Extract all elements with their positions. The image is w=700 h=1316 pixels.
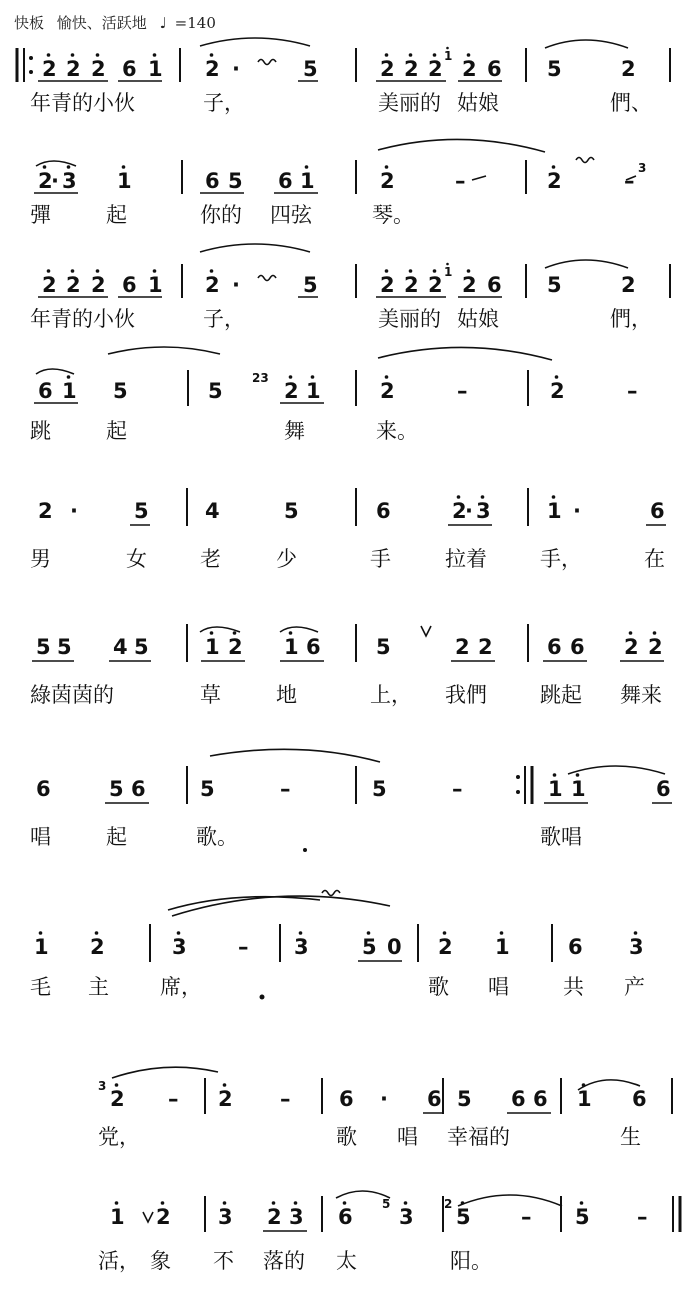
lyric-syllable: 姑娘 [457, 91, 499, 115]
octave-dot [67, 375, 71, 379]
note: 2 [91, 57, 106, 81]
octave-dot [153, 269, 157, 273]
lyric-syllable: 歌 [428, 975, 449, 999]
note: · [232, 273, 240, 297]
lyric-syllable: 四弦 [270, 203, 312, 227]
octave-dot [481, 495, 485, 499]
tempo-marking: 快板 [14, 14, 45, 32]
note: 1 [495, 935, 510, 959]
lyric-syllable: 拉着 [445, 547, 487, 571]
note: 2 [455, 635, 470, 659]
note: · [232, 57, 240, 81]
note: 6 [547, 635, 562, 659]
lyric-syllable: 跳 [30, 419, 51, 443]
note: 6 [650, 499, 665, 523]
note-dash: – [280, 777, 291, 801]
octave-dot [385, 53, 389, 57]
octave-dot [553, 773, 557, 777]
note: 2 [547, 169, 562, 193]
octave-dot [467, 53, 471, 57]
note-dash: – [455, 169, 466, 193]
octave-dot [272, 1201, 276, 1205]
note-dash: – [457, 379, 468, 403]
lyric-syllable: 少 [276, 547, 297, 571]
note: 4 [113, 635, 128, 659]
lyric-syllable: 席， [160, 975, 202, 999]
octave-dot [115, 1201, 119, 1205]
note: 5 [456, 1205, 471, 1229]
note-dash: – [521, 1205, 532, 1229]
note: 3 [172, 935, 187, 959]
note: 1 [300, 169, 315, 193]
octave-dot [223, 1201, 227, 1205]
note: 1 [571, 777, 586, 801]
lyric-syllable: 来。 [376, 419, 418, 443]
note: 2 [205, 273, 220, 297]
grace-note: 23 [252, 371, 269, 385]
lyric-syllable: 舞 [284, 419, 305, 443]
note: · [465, 499, 473, 523]
note: 0 [387, 935, 402, 959]
note: 6 [427, 1087, 442, 1111]
note: 1 [117, 169, 132, 193]
lyric-syllable: 女 [126, 547, 147, 571]
octave-dot [233, 631, 237, 635]
note: 1 [547, 499, 562, 523]
note: 1 [205, 635, 220, 659]
octave-dot [95, 931, 99, 935]
note: 2 [66, 57, 81, 81]
octave-dot [153, 53, 157, 57]
lyric-syllable: 活， [98, 1249, 140, 1273]
note: 2 [452, 499, 467, 523]
note: 2 [38, 169, 53, 193]
octave-dot [210, 631, 214, 635]
note: 5 [362, 935, 377, 959]
note: 6 [632, 1087, 647, 1111]
note: 2 [478, 635, 493, 659]
note: · [70, 499, 78, 523]
octave-dot [404, 1201, 408, 1205]
note: 2 [42, 273, 57, 297]
note: 6 [131, 777, 146, 801]
octave-dot [289, 631, 293, 635]
octave-dot [555, 375, 559, 379]
note: 2 [42, 57, 57, 81]
grace-octave-dot [446, 47, 449, 50]
lyric-syllable: 生 [620, 1125, 641, 1149]
octave-dot [576, 773, 580, 777]
grace-note: 2 [444, 1197, 453, 1211]
note: 2 [404, 273, 419, 297]
note: 6 [205, 169, 220, 193]
note: 2 [380, 57, 395, 81]
note: 1 [34, 935, 49, 959]
note: 3 [399, 1205, 414, 1229]
expression-marking: 愉快、活跃地 [56, 14, 147, 32]
lyric-syllable: 产 [624, 975, 645, 999]
lyric-syllable: 歌。 [196, 825, 238, 849]
note: 2 [462, 57, 477, 81]
note: 4 [205, 499, 220, 523]
octave-dot [122, 165, 126, 169]
octave-dot [299, 931, 303, 935]
note: 5 [547, 273, 562, 297]
note: 1 [284, 635, 299, 659]
note: 3 [629, 935, 644, 959]
lyric-syllable: 美丽的 [378, 307, 441, 331]
octave-dot [67, 165, 71, 169]
note: 6 [36, 777, 51, 801]
note: 5 [303, 57, 318, 81]
lyric-syllable: 幸福的 [447, 1125, 510, 1149]
lyric-syllable: 太 [336, 1249, 357, 1273]
note-symbol-icon: ♩ [159, 14, 167, 32]
note: 2 [380, 379, 395, 403]
lyric-syllable: 党， [98, 1125, 140, 1149]
grace-note: 1 [444, 265, 453, 279]
octave-dot [409, 53, 413, 57]
octave-dot [500, 931, 504, 935]
octave-dot [210, 269, 214, 273]
note: 6 [487, 57, 502, 81]
note: 2 [38, 499, 53, 523]
note: 1 [110, 1205, 125, 1229]
note: 6 [338, 1205, 353, 1229]
note: 6 [487, 273, 502, 297]
note: 1 [148, 273, 163, 297]
note: 5 [457, 1087, 472, 1111]
lyric-syllable: 草 [200, 683, 221, 707]
note: 6 [376, 499, 391, 523]
octave-dot [367, 931, 371, 935]
octave-dot [385, 269, 389, 273]
note: 2 [66, 273, 81, 297]
slurs [36, 38, 665, 1206]
note: 2 [428, 273, 443, 297]
note: 2 [550, 379, 565, 403]
note: 3 [289, 1205, 304, 1229]
note-dash: – [452, 777, 463, 801]
note: 2 [228, 635, 243, 659]
octave-dot [385, 375, 389, 379]
note: 2 [621, 57, 636, 81]
lyric-syllable: 琴。 [372, 203, 414, 227]
note: 1 [306, 379, 321, 403]
lyric-syllable: 我們 [445, 683, 487, 707]
lyric-syllable: 象 [150, 1249, 171, 1273]
octave-dot [210, 53, 214, 57]
lyric-syllable: 手 [370, 547, 391, 571]
note: 6 [278, 169, 293, 193]
note-dash: – [627, 379, 638, 403]
octave-dot [457, 495, 461, 499]
grace-note: 3 [638, 161, 647, 175]
note: 2 [404, 57, 419, 81]
note: 2 [624, 635, 639, 659]
note: 5 [372, 777, 387, 801]
octave-dot [653, 631, 657, 635]
note: 6 [38, 379, 53, 403]
octave-dot [115, 1083, 119, 1087]
note: 6 [122, 273, 137, 297]
lyric-syllable: 舞来 [620, 683, 662, 707]
octave-dot [289, 375, 293, 379]
note: 5 [113, 379, 128, 403]
note: · [51, 169, 59, 193]
note: 5 [134, 635, 149, 659]
octave-dot [311, 375, 315, 379]
lyric-syllable: 們， [610, 307, 652, 331]
note: 3 [294, 935, 309, 959]
lyric-syllable: 你的 [200, 203, 242, 227]
lyric-syllable: 在 [644, 547, 665, 571]
lyric-syllable: 彈 [30, 203, 51, 227]
octave-dot [43, 165, 47, 169]
note: · [573, 499, 581, 523]
note: 6 [568, 935, 583, 959]
note: 2 [91, 273, 106, 297]
note: 2 [428, 57, 443, 81]
octave-dot [161, 1201, 165, 1205]
lyric-syllable: 老 [200, 547, 221, 571]
lyric-syllable: 美丽的 [378, 91, 441, 115]
lyric-syllable: 們、 [610, 91, 652, 115]
lyric-syllable: 地 [276, 683, 297, 707]
lyric-syllable: 起 [106, 419, 127, 443]
grace-note: 1 [444, 49, 453, 63]
note: 1 [577, 1087, 592, 1111]
lyric-syllable: 子， [203, 91, 245, 115]
lyric-syllable: 唱 [30, 825, 51, 849]
lyric-syllable: 歌 [336, 1125, 357, 1149]
note: 5 [109, 777, 124, 801]
octave-dot [629, 631, 633, 635]
octave-dot [385, 165, 389, 169]
lyric-syllable: 起 [106, 825, 127, 849]
note: 5 [57, 635, 72, 659]
octave-dot [552, 495, 556, 499]
note: 2 [462, 273, 477, 297]
note: 6 [570, 635, 585, 659]
note: 2 [156, 1205, 171, 1229]
note-dash: – [238, 935, 249, 959]
octave-dot [47, 53, 51, 57]
lyric-syllable: 姑娘 [457, 307, 499, 331]
note: 6 [533, 1087, 548, 1111]
lyric-syllable: 毛 [30, 975, 51, 999]
octave-dot [433, 269, 437, 273]
note: 2 [380, 169, 395, 193]
note-dash: – [280, 1087, 291, 1111]
octave-dot [580, 1201, 584, 1205]
note: 2 [110, 1087, 125, 1111]
note-dash: – [637, 1205, 648, 1229]
lyric-syllable: 男 [30, 547, 51, 571]
note: 3 [218, 1205, 233, 1229]
note: 2 [380, 273, 395, 297]
octave-dot [47, 269, 51, 273]
note: 6 [339, 1087, 354, 1111]
octave-dot [443, 931, 447, 935]
notes-layer [34, 53, 671, 1229]
note: 2 [90, 935, 105, 959]
octave-dot [409, 269, 413, 273]
octave-dot [582, 1083, 586, 1087]
note: 3 [476, 499, 491, 523]
octave-dot [433, 53, 437, 57]
octave-dot [39, 931, 43, 935]
note: 1 [548, 777, 563, 801]
note: 5 [575, 1205, 590, 1229]
note: 1 [148, 57, 163, 81]
lyric-syllable: 歌唱 [540, 825, 582, 849]
note: 2 [648, 635, 663, 659]
note: 3 [62, 169, 77, 193]
note: 5 [547, 57, 562, 81]
lyric-syllable: 綠茵茵的 [30, 683, 114, 707]
octave-dot [552, 165, 556, 169]
note: 5 [228, 169, 243, 193]
note: 6 [306, 635, 321, 659]
octave-dot [305, 165, 309, 169]
note: 5 [208, 379, 223, 403]
note: 5 [284, 499, 299, 523]
octave-dot [294, 1201, 298, 1205]
grace-note: 3 [98, 1079, 107, 1093]
note-dash: – [624, 169, 635, 193]
lyric-syllable: 阳。 [450, 1249, 492, 1273]
note-dash: – [168, 1087, 179, 1111]
lyric-syllable: 年青的小伙 [30, 91, 135, 115]
lyric-syllable: 起 [106, 203, 127, 227]
octave-dot [177, 931, 181, 935]
note: 5 [36, 635, 51, 659]
octave-dot [223, 1083, 227, 1087]
note: 5 [376, 635, 391, 659]
lyric-syllable: 手， [540, 547, 582, 571]
lyric-syllable: 年青的小伙 [30, 307, 135, 331]
note: 6 [122, 57, 137, 81]
octave-dot [71, 269, 75, 273]
lyric-syllable: 落的 [263, 1249, 305, 1273]
note: · [380, 1087, 388, 1111]
lyric-syllable: 不 [213, 1249, 234, 1273]
lyric-syllable: 主 [88, 975, 109, 999]
lyric-syllable: 子， [203, 307, 245, 331]
note: 2 [284, 379, 299, 403]
bpm-value: =140 [174, 14, 216, 32]
note: 2 [438, 935, 453, 959]
octave-dot [96, 53, 100, 57]
note: 5 [303, 273, 318, 297]
lyric-syllable: 共 [563, 975, 584, 999]
octave-dot [634, 931, 638, 935]
note: 6 [656, 777, 671, 801]
note: 5 [134, 499, 149, 523]
lyric-syllable: 上， [370, 683, 412, 707]
octave-dot [71, 53, 75, 57]
octave-dot [96, 269, 100, 273]
lyric-syllable: 跳起 [540, 683, 582, 707]
note: 1 [62, 379, 77, 403]
octave-dot [343, 1201, 347, 1205]
lyric-syllable: 唱 [488, 975, 509, 999]
note: 2 [205, 57, 220, 81]
note: 6 [511, 1087, 526, 1111]
octave-dot [461, 1201, 465, 1205]
note: 2 [218, 1087, 233, 1111]
note: 5 [200, 777, 215, 801]
note: 2 [267, 1205, 282, 1229]
grace-octave-dot [446, 263, 449, 266]
octave-dot [467, 269, 471, 273]
grace-note: 5 [382, 1197, 391, 1211]
note: 2 [621, 273, 636, 297]
lyric-syllable: 唱 [397, 1125, 418, 1149]
